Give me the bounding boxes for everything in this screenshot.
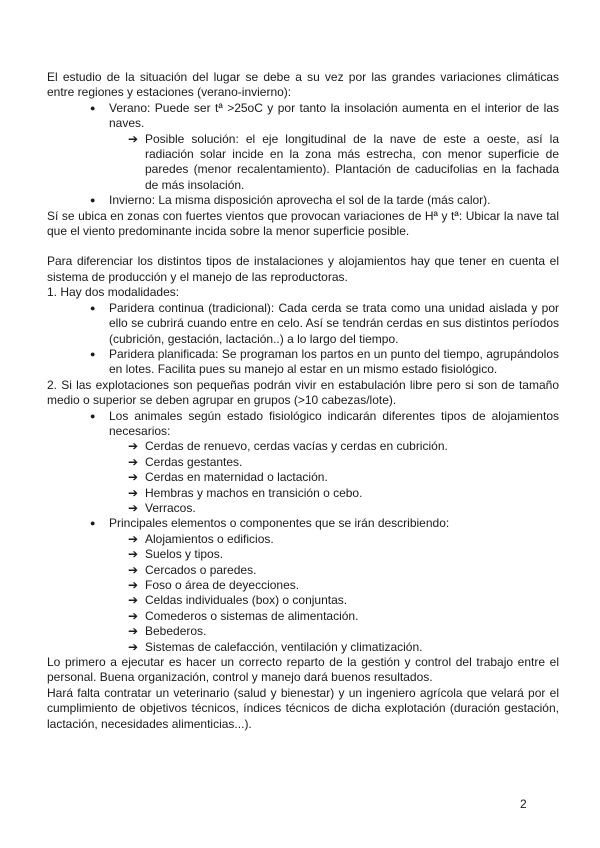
arrow-icon: ➔ <box>128 500 139 515</box>
arrow-icon: ➔ <box>128 531 139 546</box>
arrow-icon: ➔ <box>128 562 139 577</box>
bullet-text: Paridera continua (tradicional): Cada cerda se trata como una unidad aislada y por ello se cubrirá cuando entre en celo. Así se tendrán cerdas en sus distintos períodos (cubrición, gestación, lactación..) a lo largo del tiempo. <box>109 300 559 346</box>
arrow-icon: ➔ <box>128 578 139 592</box>
sub-bullet <box>128 501 559 516</box>
numbered-item-2: 2. Si las explotaciones son pequeñas podrán vivir en estabulación libre pero si son de tamaño medio o superior se deben agrupar en grupos (>10 cabezas/lote). <box>47 377 559 408</box>
bullet-text: Verano: Puede ser tª >25oC y por tanto la insolación aumenta en el interior de las naves. <box>109 100 559 131</box>
bullet-verano <box>90 101 559 132</box>
bullet-invierno <box>90 193 559 208</box>
sub-bullet <box>128 640 559 655</box>
paragraph-climate: El estudio de la situación del lugar se debe a su vez por las grandes variaciones climáticas entre regiones y estaciones (verano-invierno): <box>47 70 559 100</box>
arrow-icon: ➔ <box>128 454 139 469</box>
sub-bullet <box>128 547 559 562</box>
arrow-icon: ➔ <box>128 485 139 500</box>
bullet-icon: ● <box>90 410 96 421</box>
sub-bullet-text: Cerdas gestantes. <box>145 454 243 469</box>
bullet-icon: ● <box>90 102 96 113</box>
bullet-icon: ● <box>90 518 96 529</box>
arrow-icon: ➔ <box>128 131 139 146</box>
arrow-icon: ➔ <box>128 547 139 562</box>
bullet-icon: ● <box>90 195 96 206</box>
bullet-text: Paridera planificada: Se programan los partos en un punto del tiempo, agrupándolos en lotes. Facilita pues su manejo al estar en un mismo estado fisiológico. <box>109 346 559 377</box>
arrow-icon: ➔ <box>128 439 139 454</box>
sub-bullet-text: Cerdas en maternidad o lactación. <box>145 470 328 485</box>
bullet-paridera-planificada <box>90 347 559 378</box>
sub-bullet <box>128 470 559 485</box>
sub-bullet-text: Bebederos. <box>145 624 207 639</box>
sub-bullet <box>128 486 559 501</box>
sub-bullet-text: Cercados o paredes. <box>145 562 257 577</box>
arrow-icon: ➔ <box>128 593 139 608</box>
sub-bullet-solucion <box>128 132 559 194</box>
arrow-icon: ➔ <box>128 470 139 485</box>
page-number: 2 <box>520 797 527 811</box>
sub-bullet-text: Celdas individuales (box) o conjuntas. <box>145 593 348 608</box>
sub-bullet-text: Posible solución: el eje longitudinal de la nave de este a oeste, así la radiación solar incide en la zona más estrecha, con menor superficie de paredes (menor recalentamiento). Plantación de caducifolias en la fachada de más insolación. <box>145 131 559 192</box>
sub-bullet-text: Alojamientos o edificios. <box>145 531 274 546</box>
sub-bullet <box>128 624 559 639</box>
arrow-icon: ➔ <box>128 624 139 639</box>
paragraph-management: Lo primero a ejecutar es hacer un correcto reparto de la gestión y control del trabajo entre el personal. Buena organización, control y manejo dará buenos resultados. <box>47 655 559 685</box>
sub-bullet-text: Comederos o sistemas de alimentación. <box>145 608 359 623</box>
sub-bullet <box>128 578 559 593</box>
sub-bullet-text: Sistemas de calefacción, ventilación y climatización. <box>145 639 423 654</box>
sub-bullet <box>128 563 559 578</box>
paragraph-installations: Para diferenciar los distintos tipos de instalaciones y alojamientos hay que tener en cuenta el sistema de producción y el manejo de las reproductoras. <box>47 254 559 284</box>
paragraph-staff: Hará falta contratar un veterinario (salud y bienestar) y un ingeniero agrícola que velará por el cumplimiento de objetivos técnicos, índices técnicos de dicha explotación (duración gestación, lactación, necesidades alimenticias...). <box>47 685 559 731</box>
sub-bullet-text: Suelos y tipos. <box>145 547 224 562</box>
sub-bullet-text: Hembras y machos en transición o cebo. <box>145 485 363 500</box>
sub-bullet <box>128 455 559 470</box>
bullet-text: Principales elementos o componentes que se irán describiendo: <box>109 516 450 531</box>
paragraph-wind: Sí se ubica en zonas con fuertes vientos que provocan variaciones de Hª y tª: Ubicar la nave tal que el viento predominante incida sobre la menor superficie posible. <box>47 208 559 239</box>
sub-bullet <box>128 439 559 454</box>
bullet-text: Los animales según estado fisiológico indicarán diferentes tipos de alojamientos necesarios: <box>109 408 559 438</box>
bullet-text: Invierno: La misma disposición aprovecha el sol de la tarde (más calor). <box>109 193 491 208</box>
sub-bullet-text: Foso o área de deyecciones. <box>145 578 300 592</box>
sub-bullet-text: Verracos. <box>145 500 196 515</box>
arrow-icon: ➔ <box>128 639 139 654</box>
arrow-icon: ➔ <box>128 608 139 623</box>
sub-bullet <box>128 532 559 547</box>
bullet-elementos <box>90 516 559 531</box>
bullet-icon: ● <box>90 302 96 313</box>
bullet-paridera-continua <box>90 301 559 347</box>
document-body <box>47 70 559 732</box>
bullet-icon: ● <box>90 348 96 359</box>
sub-bullet <box>128 593 559 608</box>
bullet-animales <box>90 409 559 440</box>
sub-bullet-text: Cerdas de renuevo, cerdas vacías y cerdas en cubrición. <box>145 439 448 454</box>
numbered-item-1: 1. Hay dos modalidades: <box>47 285 180 300</box>
sub-bullet <box>128 609 559 624</box>
